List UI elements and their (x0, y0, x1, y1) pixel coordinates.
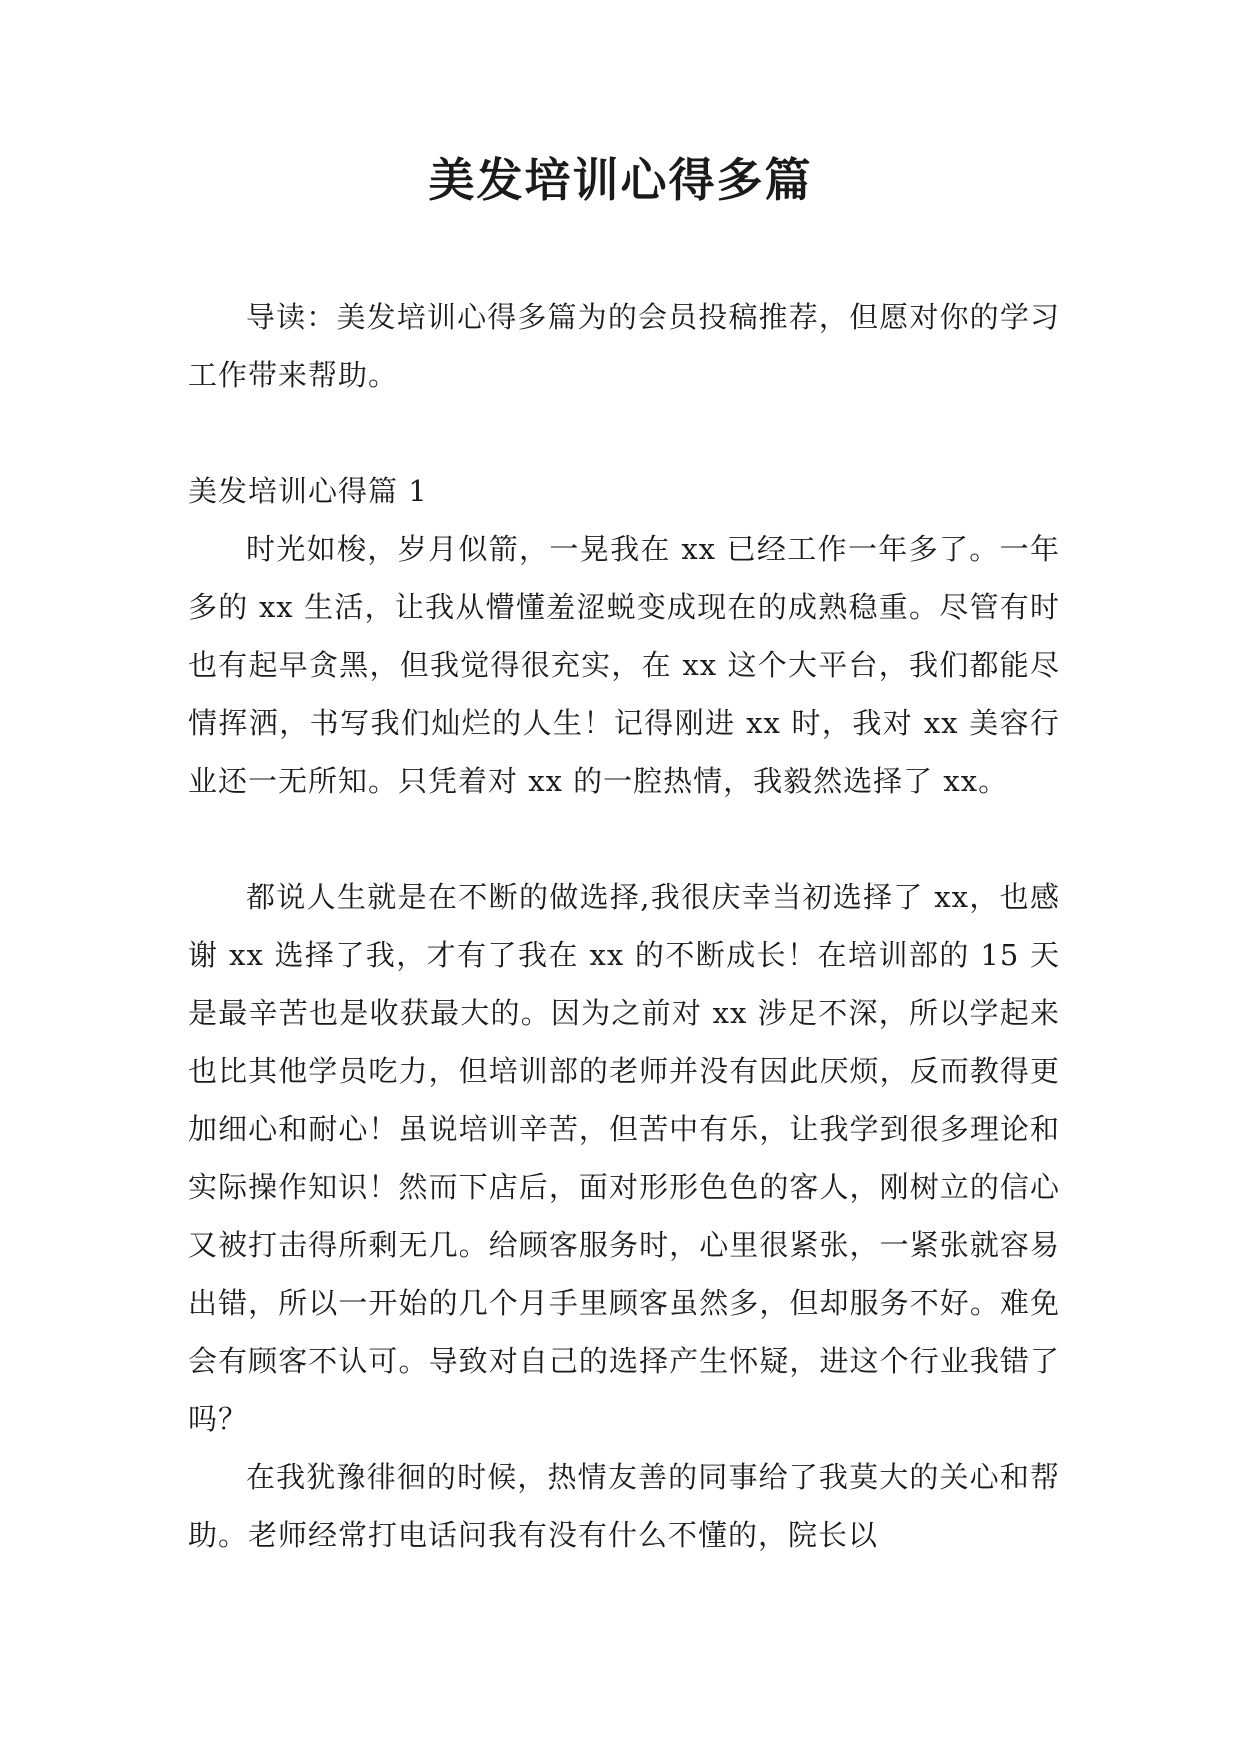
intro-paragraph: 导读：美发培训心得多篇为的会员投稿推荐，但愿对你的学习工作带来帮助。 (188, 300, 1060, 392)
body-paragraph-3: 在我犹豫徘徊的时候，热情友善的同事给了我莫大的关心和帮助。老师经常打电话问我有没有什么不懂的，院长以 (188, 1460, 1060, 1552)
section-heading: 美发培训心得篇 1 (188, 474, 428, 508)
document-title: 美发培训心得多篇 (428, 153, 813, 207)
body-paragraph-1: 时光如梭，岁月似箭，一晃我在 xx 已经工作一年多了。一年多的 xx 生活，让我从懵懂羞涩蜕变成现在的成熟稳重。尽管有时也有起早贪黑，但我觉得很充实，在 xx 这个大平台，我们都能尽情挥洒，书写我们灿烂的人生！记得刚进 xx 时，我对 xx 美容行业还一无所知。只凭着对 xx 的一腔热情，我毅然选择了 xx。 (188, 532, 1060, 798)
body-paragraph-2: 都说人生就是在不断的做选择,我很庆幸当初选择了 xx，也感谢 xx 选择了我，才有了我在 xx 的不断成长！在培训部的 15 天是最辛苦也是收获最大的。因为之前对 xx 涉足不深，所以学起来也比其他学员吃力，但培训部的老师并没有因此厌烦，反而教得更加细心和耐心！虽说培训辛苦，但苦中有乐，让我学到很多理论和实际操作知识！然而下店后，面对形形色色的客人，刚树立的信心又被打击得所剩无几。给顾客服务时，心里很紧张，一紧张就容易出错，所以一开始的几个月手里顾客虽然多，但却服务不好。难免会有顾客不认可。导致对自己的选择产生怀疑，进这个行业我错了吗？ (188, 880, 1060, 1436)
